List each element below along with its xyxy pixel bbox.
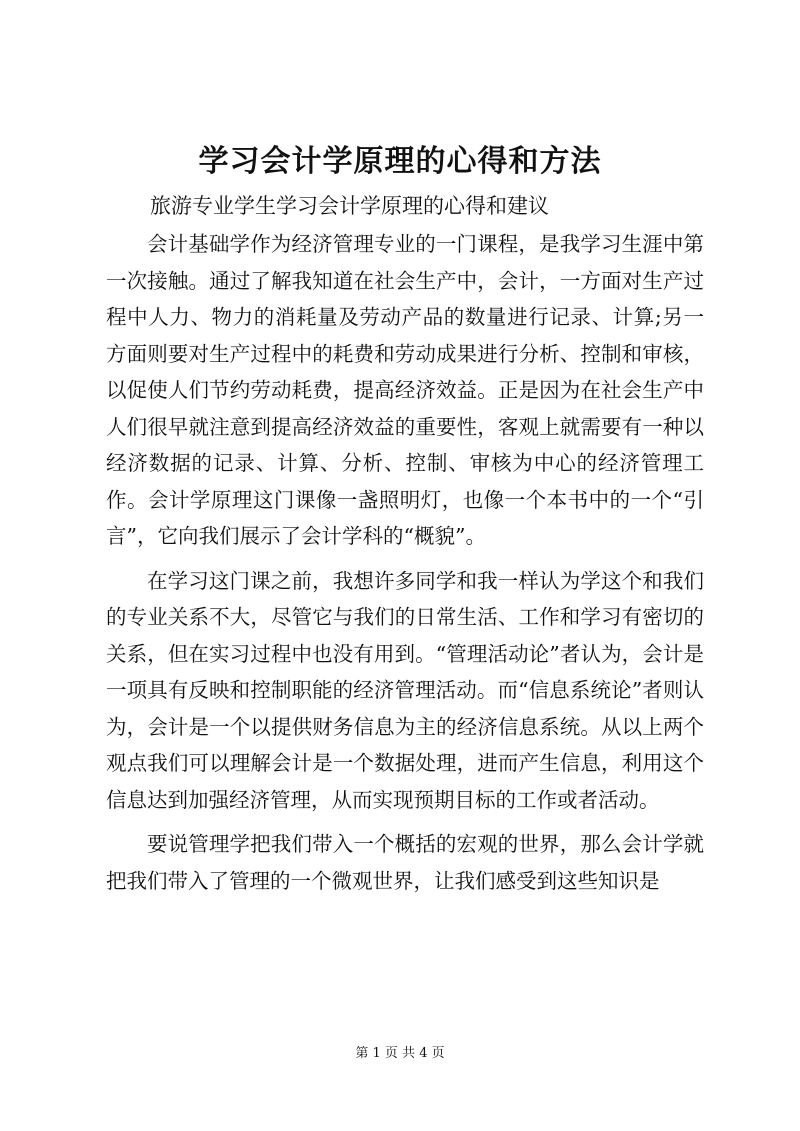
document-title: 学习会计学原理的心得和方法: [198, 144, 602, 179]
paragraph-2: 在学习这门课之前，我想许多同学和我一样认为学这个和我们的专业关系不大，尽管它与我们的日常生活、工作和学习有密切的关系，但在实习过程中也没有用到。“管理活动论”者认为，会计是一项具有反映和控制职能的经济管理活动。而“信息系统论”者则认为，会计是一个以提供财务信息为主的经济信息系统。从以上两个观点我们可以理解会计是一个数据处理，进而产生信息，利用这个信息达到加强经济管理，从而实现预期目标的工作或者活动。: [106, 568, 704, 812]
paragraph-3: 要说管理学把我们带入一个概括的宏观的世界，那么会计学就把我们带入了管理的一个微观世界，让我们感受到这些知识是: [106, 832, 704, 893]
document-subtitle: 旅游专业学生学习会计学原理的心得和建议: [150, 194, 549, 218]
document-body: [106, 226, 704, 907]
paragraph-1: 会计基础学作为经济管理专业的一门课程，是我学习生涯中第一次接触。通过了解我知道在社会生产中，会计，一方面对生产过程中人力、物力的消耗量及劳动产品的数量进行记录、计算;另一方面则要对生产过程中的耗费和劳动成果进行分析、控制和审核，以促使人们节约劳动耗费，提高经济效益。正是因为在社会生产中人们很早就注意到提高经济效益的重要性，客观上就需要有一种以经济数据的记录、计算、分析、控制、审核为中心的经济管理工作。会计学原理这门课像一盏照明灯，也像一个本书中的一个“引言”，它向我们展示了会计学科的“概貌”。: [106, 232, 704, 548]
page-footer: 第 1 页 共 4 页: [355, 1046, 445, 1061]
